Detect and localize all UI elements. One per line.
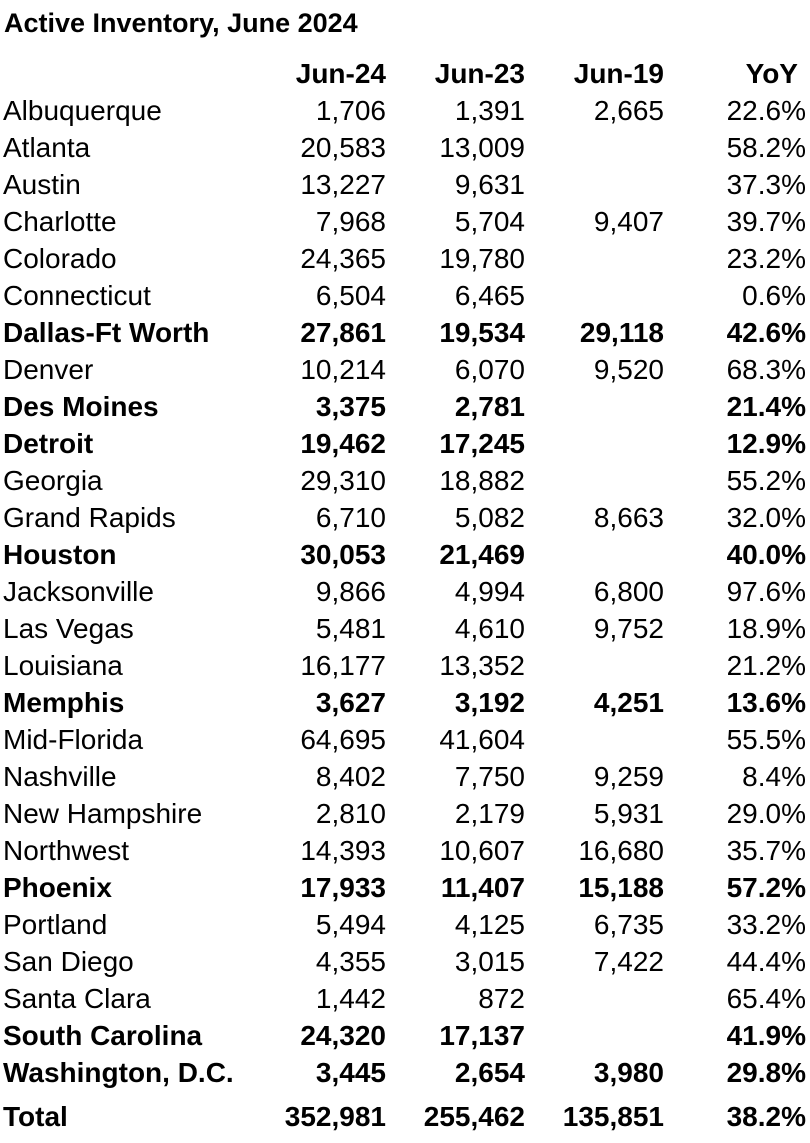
cell-jun23: 19,534 (439, 317, 525, 348)
cell-market: Nashville (3, 761, 117, 792)
table-row (0, 573, 806, 610)
table-row (0, 647, 806, 684)
cell-jun24: 13,227 (300, 169, 386, 200)
inventory-table (0, 55, 806, 1143)
cell-yoy: 12.9% (726, 428, 806, 459)
cell-jun19 (525, 536, 664, 573)
cell-market: Northwest (3, 835, 130, 866)
cell-jun23: 6,465 (454, 280, 525, 311)
cell-yoy: 21.2% (726, 650, 806, 681)
cell-jun19 (525, 129, 664, 166)
cell-jun24: 7,968 (315, 206, 386, 237)
header-jun19: Jun-19 (573, 58, 664, 89)
cell-jun24: 6,504 (315, 280, 386, 311)
cell-jun23: 18,882 (439, 465, 525, 496)
cell-jun19 (525, 1017, 664, 1054)
cell-market: Memphis (3, 687, 125, 718)
total-row (0, 1091, 806, 1143)
header-jun24: Jun-24 (295, 58, 386, 89)
cell-jun19: 2,665 (593, 95, 664, 126)
cell-jun19 (525, 425, 664, 462)
cell-jun24: 24,365 (300, 243, 386, 274)
cell-market: Grand Rapids (3, 502, 176, 533)
cell-jun19: 29,118 (579, 317, 664, 348)
table-row (0, 129, 806, 166)
table-row (0, 425, 806, 462)
cell-jun23: 3,015 (454, 946, 525, 977)
cell-jun23: 17,137 (439, 1020, 525, 1051)
table-row (0, 943, 806, 980)
cell-jun23: 10,607 (439, 835, 525, 866)
table-body (0, 92, 806, 1091)
cell-yoy: 39.7% (726, 206, 806, 237)
table-row (0, 240, 806, 277)
cell-jun23: 7,750 (454, 761, 525, 792)
cell-jun23: 2,179 (454, 798, 525, 829)
cell-jun19: 5,931 (593, 798, 664, 829)
cell-jun23: 2,654 (454, 1057, 525, 1088)
total-jun24: 352,981 (284, 1101, 386, 1132)
cell-jun24: 6,710 (315, 502, 386, 533)
cell-market: Charlotte (3, 206, 117, 237)
cell-jun23: 4,994 (454, 576, 525, 607)
cell-yoy: 55.5% (726, 724, 806, 755)
cell-jun19: 9,407 (593, 206, 664, 237)
cell-jun24: 14,393 (300, 835, 386, 866)
cell-jun19 (525, 277, 664, 314)
cell-jun23: 17,245 (439, 428, 525, 459)
cell-jun24: 20,583 (300, 132, 386, 163)
cell-yoy: 58.2% (726, 132, 806, 163)
cell-jun19 (525, 721, 664, 758)
cell-market: Jacksonville (3, 576, 154, 607)
cell-jun23: 5,082 (454, 502, 525, 533)
cell-jun24: 2,810 (315, 798, 386, 829)
cell-market: Albuquerque (3, 95, 162, 126)
table-row (0, 721, 806, 758)
cell-jun23: 872 (478, 983, 525, 1014)
cell-market: Austin (3, 169, 81, 200)
cell-yoy: 8.4% (742, 761, 806, 792)
cell-jun24: 4,355 (315, 946, 386, 977)
cell-market: Des Moines (3, 391, 159, 422)
cell-market: Denver (3, 354, 94, 385)
cell-yoy: 18.9% (726, 613, 806, 644)
table-row (0, 536, 806, 573)
table-row (0, 499, 806, 536)
cell-market: New Hampshire (3, 798, 203, 829)
table-row (0, 906, 806, 943)
table-row (0, 1054, 806, 1091)
table-row (0, 869, 806, 906)
table-row (0, 388, 806, 425)
cell-jun19: 3,980 (593, 1057, 664, 1088)
table-row (0, 92, 806, 129)
cell-market: Georgia (3, 465, 103, 496)
total-jun23: 255,462 (423, 1101, 525, 1132)
cell-market: Detroit (3, 428, 94, 459)
header-row (0, 55, 806, 92)
table-row (0, 203, 806, 240)
table-row (0, 314, 806, 351)
cell-jun19 (525, 166, 664, 203)
table-title: Active Inventory, June 2024 (4, 8, 358, 38)
total-jun19: 135,851 (562, 1101, 664, 1132)
cell-jun23: 9,631 (454, 169, 525, 200)
cell-jun23: 11,407 (440, 872, 525, 903)
cell-jun23: 3,192 (454, 687, 525, 718)
cell-yoy: 40.0% (726, 539, 806, 570)
table-row (0, 758, 806, 795)
cell-market: Colorado (3, 243, 117, 274)
cell-jun19 (525, 647, 664, 684)
cell-jun19: 4,251 (593, 687, 664, 718)
cell-jun19: 9,259 (593, 761, 664, 792)
table-row (0, 277, 806, 314)
cell-market: Phoenix (3, 872, 112, 903)
cell-yoy: 97.6% (726, 576, 806, 607)
cell-market: Washington, D.C. (3, 1057, 234, 1088)
cell-yoy: 65.4% (726, 983, 806, 1014)
cell-yoy: 41.9% (726, 1020, 806, 1051)
cell-jun19: 15,188 (578, 872, 664, 903)
cell-jun24: 30,053 (300, 539, 386, 570)
cell-jun23: 21,469 (439, 539, 525, 570)
cell-market: Las Vegas (3, 613, 134, 644)
cell-jun19: 9,752 (593, 613, 664, 644)
cell-yoy: 23.2% (726, 243, 806, 274)
cell-jun19: 6,735 (593, 909, 664, 940)
cell-yoy: 57.2% (726, 872, 806, 903)
cell-jun24: 17,933 (300, 872, 386, 903)
cell-yoy: 29.0% (726, 798, 806, 829)
table-row (0, 795, 806, 832)
cell-jun23: 4,610 (454, 613, 525, 644)
table-row (0, 1017, 806, 1054)
table-row (0, 684, 806, 721)
cell-jun23: 6,070 (454, 354, 525, 385)
header-market (0, 55, 262, 92)
cell-yoy: 44.4% (726, 946, 806, 977)
cell-yoy: 22.6% (726, 95, 806, 126)
cell-yoy: 0.6% (742, 280, 806, 311)
cell-jun24: 3,445 (315, 1057, 386, 1088)
header-yoy: YoY (745, 58, 798, 89)
cell-jun24: 5,494 (315, 909, 386, 940)
cell-jun23: 13,352 (439, 650, 525, 681)
cell-yoy: 32.0% (726, 502, 806, 533)
cell-jun19: 8,663 (593, 502, 664, 533)
cell-jun23: 4,125 (454, 909, 525, 940)
cell-jun24: 16,177 (300, 650, 386, 681)
cell-jun24: 5,481 (315, 613, 386, 644)
cell-jun23: 5,704 (454, 206, 525, 237)
cell-market: San Diego (3, 946, 134, 977)
cell-market: South Carolina (3, 1020, 203, 1051)
cell-market: Portland (3, 909, 108, 940)
cell-jun24: 19,462 (300, 428, 386, 459)
total-label: Total (3, 1101, 68, 1132)
cell-jun24: 3,375 (315, 391, 386, 422)
cell-jun19 (525, 462, 664, 499)
cell-market: Atlanta (3, 132, 91, 163)
cell-market: Houston (3, 539, 117, 570)
cell-yoy: 42.6% (726, 317, 806, 348)
cell-yoy: 37.3% (726, 169, 806, 200)
cell-jun23: 41,604 (439, 724, 525, 755)
cell-jun24: 24,320 (300, 1020, 386, 1051)
table-row (0, 832, 806, 869)
cell-market: Louisiana (3, 650, 123, 681)
cell-jun24: 1,442 (315, 983, 386, 1014)
cell-yoy: 21.4% (726, 391, 806, 422)
table-row (0, 980, 806, 1017)
cell-jun24: 3,627 (315, 687, 386, 718)
cell-jun19: 9,520 (593, 354, 664, 385)
cell-yoy: 35.7% (726, 835, 806, 866)
cell-market: Dallas-Ft Worth (3, 317, 210, 348)
table-row (0, 462, 806, 499)
header-jun23: Jun-23 (434, 58, 525, 89)
cell-jun23: 19,780 (439, 243, 525, 274)
cell-jun24: 10,214 (300, 354, 386, 385)
cell-market: Santa Clara (3, 983, 151, 1014)
table-row (0, 166, 806, 203)
cell-jun19: 7,422 (593, 946, 664, 977)
cell-jun19 (525, 240, 664, 277)
cell-yoy: 29.8% (726, 1057, 806, 1088)
cell-jun24: 9,866 (315, 576, 386, 607)
cell-jun19 (525, 388, 664, 425)
cell-jun24: 8,402 (315, 761, 386, 792)
cell-jun19: 6,800 (593, 576, 664, 607)
cell-jun24: 64,695 (300, 724, 386, 755)
cell-jun24: 27,861 (300, 317, 386, 348)
cell-jun24: 1,706 (315, 95, 386, 126)
total-yoy: 38.2% (726, 1101, 806, 1132)
table-row (0, 351, 806, 388)
cell-market: Mid-Florida (3, 724, 144, 755)
cell-yoy: 33.2% (726, 909, 806, 940)
table-row (0, 610, 806, 647)
cell-market: Connecticut (3, 280, 151, 311)
cell-yoy: 55.2% (726, 465, 806, 496)
cell-jun24: 29,310 (300, 465, 386, 496)
cell-yoy: 68.3% (726, 354, 806, 385)
cell-jun19 (525, 980, 664, 1017)
cell-yoy: 13.6% (726, 687, 806, 718)
cell-jun23: 13,009 (439, 132, 525, 163)
cell-jun19: 16,680 (578, 835, 664, 866)
cell-jun23: 1,391 (454, 95, 525, 126)
cell-jun23: 2,781 (454, 391, 525, 422)
